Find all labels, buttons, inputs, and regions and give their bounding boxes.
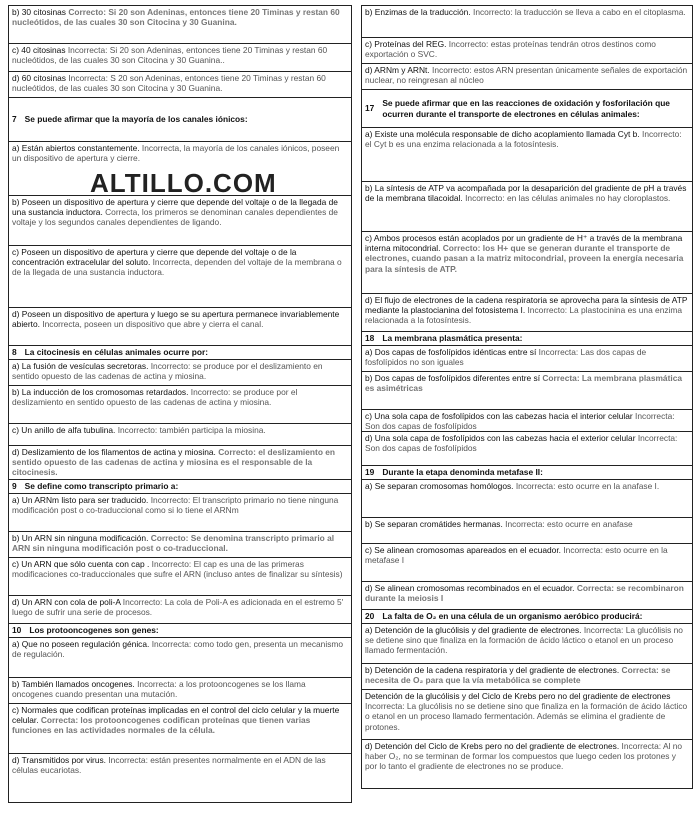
question-text: La citocinesis en células animales ocurre por: bbox=[24, 347, 209, 358]
answer-option-row bbox=[9, 754, 351, 802]
feedback-incorrect: Incorrecta, poseen un dispositivo que abre y cierra el canal. bbox=[42, 319, 264, 330]
feedback-incorrect: Incorrecta: La glucólisis no se detiene sino que finaliza en la formación de ácido láctico o etanol en un proceso llamado fermentación. Además se elimina el gradiente de protones. bbox=[365, 701, 688, 732]
option-text: c) Un anillo de alfa tubulina. bbox=[12, 425, 118, 435]
answer-option-row bbox=[9, 196, 351, 246]
answer-option-row bbox=[9, 596, 351, 624]
option-text: d) Detención del Ciclo de Krebs pero no del gradiente de electrones. bbox=[365, 741, 622, 751]
option-text: c) Un ARN que sólo cuenta con cap . bbox=[12, 559, 152, 569]
feedback-correct: Correcto: Se denomina transcripto primario al ARN sin ninguna modificación post o co-traduccional. bbox=[12, 533, 335, 554]
option-text: a) Detención de la glucólisis y del gradiente de electrones. bbox=[365, 625, 584, 635]
watermark-logo: ALTILLO.COM bbox=[90, 168, 277, 198]
question-text: Se puede afirmar que la mayoría de los canales iónicos: bbox=[24, 114, 248, 125]
answer-option-row bbox=[362, 346, 692, 372]
answer-option-row bbox=[9, 44, 351, 72]
option-text: c) Se alinean cromosomas apareados en el ecuador. bbox=[365, 545, 564, 555]
answer-option-row bbox=[362, 38, 692, 64]
feedback-incorrect: Incorrecta: La glucólisis no se detiene sino que finaliza en la formación de ácido láctico o etanol en un proceso llamado fermentación. bbox=[365, 625, 683, 656]
option-text: c) Una sola capa de fosfolípidos con las cabezas hacia el interior celular bbox=[365, 411, 636, 421]
feedback-incorrect: Incorrecto: también participa la miosina. bbox=[117, 425, 266, 435]
option-text: d) Se alinean cromosomas recombinados en el ecuador. bbox=[365, 583, 577, 593]
right-table bbox=[361, 5, 693, 789]
right-column bbox=[361, 5, 693, 789]
answer-option-row bbox=[9, 246, 351, 308]
question-number: 7 bbox=[12, 114, 17, 125]
question-number: 9 bbox=[12, 481, 17, 492]
answer-option-row bbox=[9, 638, 351, 678]
answer-option-row bbox=[362, 6, 692, 38]
option-text: d) ARNm y ARNt. bbox=[365, 65, 433, 75]
feedback-incorrect: Incorrecto: El transcripto primario no tiene ninguna modificación post o co-traduccional como si lo tiene el ARNm bbox=[12, 495, 339, 516]
feedback-correct: Correcto: los H+ que se generan durante el transporte de electrones, cuando pasan a la matriz mitocondrial, proveen la energía necesaria para la síntesis de ATP. bbox=[365, 243, 684, 274]
option-text: c) Proteínas del REG. bbox=[365, 39, 449, 49]
option-text: d) Poseen un dispositivo de apertura y luego se su apertura permanece invariablemente abierto. bbox=[12, 309, 340, 330]
option-text: b) Dos capas de fosfolípidos diferentes entre sí bbox=[365, 373, 543, 383]
answer-option-row bbox=[9, 360, 351, 386]
feedback-incorrect: Incorrecto: La plastocinina es una enzima relacionada a la fotosíntesis. bbox=[365, 305, 683, 326]
option-text: a) Están abiertos constantemente. bbox=[12, 143, 142, 153]
answer-option-row bbox=[9, 532, 351, 558]
answer-option-row bbox=[362, 182, 692, 232]
feedback-correct: Correcta: se recombinaron durante la meiosis I bbox=[365, 583, 684, 604]
feedback-incorrect: Incorrecto: la traducción se lleva a cabo en el citoplasma. bbox=[473, 7, 686, 17]
answer-option-row bbox=[362, 582, 692, 610]
feedback-incorrect: Incorrecta: Son dos capas de fosfolípidos bbox=[365, 433, 678, 454]
answer-option-row bbox=[362, 372, 692, 410]
option-text: b) Se separan cromátides hermanas. bbox=[365, 519, 506, 529]
question-text: Los protooncogenes son genes: bbox=[29, 625, 159, 636]
feedback-incorrect: Incorrecta: esto ocurre en la anafase I. bbox=[515, 481, 660, 491]
question-row bbox=[9, 98, 351, 142]
answer-option-row bbox=[9, 308, 351, 346]
feedback-incorrect: Incorrecto: estos ARN presentan únicamente señales de exportación nuclear, no reingresan al núcleo bbox=[365, 65, 688, 86]
feedback-incorrect: Correcta, los primeros se denominan canales dependientes de voltaje y los segundos canales dependientes de ligando. bbox=[12, 207, 338, 228]
answer-option-row bbox=[362, 624, 692, 664]
answer-option-row bbox=[9, 386, 351, 424]
answer-option-row bbox=[9, 558, 351, 596]
question-row bbox=[362, 332, 692, 346]
feedback-incorrect: Incorrecto: se produce por el deslizamiento en sentido opuesto de las cadenas de actina y miosina. bbox=[12, 387, 298, 408]
option-text: c) 40 citosinas bbox=[12, 45, 68, 55]
question-row bbox=[362, 90, 692, 128]
feedback-incorrect: Incorrecta: como todo gen, presenta un mecanismo de regulación. bbox=[12, 639, 344, 660]
option-text: Detención de la glucólisis y del Ciclo de Krebs pero no del gradiente de electrones bbox=[365, 691, 671, 701]
answer-option-row bbox=[9, 494, 351, 532]
option-text: d) Una sola capa de fosfolípidos con las cabezas hacia el exterior celular bbox=[365, 433, 638, 443]
answer-option-row bbox=[362, 544, 692, 582]
question-number: 10 bbox=[12, 625, 22, 636]
answer-option-row bbox=[9, 6, 351, 44]
feedback-incorrect: Incorrecta: esto ocurre en la metafase I bbox=[365, 545, 668, 566]
option-text: b) 30 citosinas bbox=[12, 7, 69, 17]
question-row bbox=[9, 480, 351, 494]
option-text: d) Transmitidos por virus. bbox=[12, 755, 109, 765]
question-text: Se define como transcripto primario a: bbox=[24, 481, 179, 492]
answer-option-row bbox=[362, 740, 692, 788]
option-text: a) La fusión de vesículas secretoras. bbox=[12, 361, 151, 371]
question-row bbox=[362, 610, 692, 624]
answer-option-row bbox=[362, 294, 692, 332]
question-text: Se puede afirmar que en las reacciones de oxidación y fosforilación que ocurren durante el transporte de electrones en células animales: bbox=[382, 98, 670, 119]
answer-option-row bbox=[9, 72, 351, 98]
left-column bbox=[8, 5, 352, 803]
question-row bbox=[362, 466, 692, 480]
feedback-incorrect: Incorrecto: en las células animales no hay cloroplastos. bbox=[465, 193, 671, 204]
answer-option-row bbox=[9, 446, 351, 480]
option-text: b) La inducción de los cromosomas retardados. bbox=[12, 387, 191, 397]
answer-option-row bbox=[362, 432, 692, 466]
answer-option-row bbox=[362, 64, 692, 90]
option-text: a) Un ARNm listo para ser traducido. bbox=[12, 495, 151, 505]
answer-option-row bbox=[9, 424, 351, 446]
feedback-incorrect: Incorrecto: se produce por el deslizamiento en sentido opuesto de las cadenas de actina y miosina. bbox=[12, 361, 323, 382]
option-text: b) Enzimas de la traducción. bbox=[365, 7, 473, 17]
feedback-incorrect: Incorrecta, dependen del voltaje de la membrana o de la llegada de una sustancia inductora. bbox=[12, 257, 342, 278]
option-text: b) Poseen un dispositivo de apertura y cierre que depende del voltaje o de la llegada de una sustancia inductora. bbox=[12, 197, 338, 218]
answer-option-row bbox=[362, 518, 692, 544]
answer-option-row bbox=[362, 690, 692, 740]
option-text: a) Existe una molécula responsable de dicho acoplamiento llamada Cyt b. bbox=[365, 129, 642, 139]
option-text: a) Que no poseen regulación génica. bbox=[12, 639, 152, 649]
question-number: 17 bbox=[365, 103, 375, 114]
feedback-correct: Correcto: el deslizamiento en sentido opuesto de las cadenas de actina y miosina es el responsable de la citocinesis. bbox=[12, 447, 336, 478]
feedback-incorrect: Incorrecta: Las dos capas de fosfolípidos no son iguales bbox=[365, 347, 647, 368]
option-text: c) Ambos procesos están acoplados por un gradiente de H⁺ a través de la membrana interna mitocondrial. bbox=[365, 233, 683, 254]
feedback-incorrect: Incorrecta: Son dos capas de fosfolípidos bbox=[365, 411, 675, 432]
feedback-incorrect: Incorrecta, la mayoría de los canales iónicos, poseen un dispositivo de apertura y cierre. bbox=[12, 143, 340, 164]
question-text: La falta de O₂ en una célula de un organismo aeróbico producirá: bbox=[382, 611, 643, 622]
question-number: 18 bbox=[365, 333, 375, 344]
question-text: La membrana plasmática presenta: bbox=[382, 333, 523, 344]
feedback-incorrect: Incorrecta: Al no haber O₂, no se terminan de formar los compuestos que luego ceden los protones y por lo tanto el gradiente de electrones no se produce. bbox=[365, 741, 683, 772]
feedback-incorrect: Incorrecto: La cola de Poli-A es adicionada en el estremo 5' luego de sufrir una serie de procesos. bbox=[12, 597, 344, 618]
option-text: d) Un ARN con cola de poli-A bbox=[12, 597, 123, 607]
feedback-incorrect: Incorrecta: están presentes normalmente en el ADN de las células eucariotas. bbox=[12, 755, 326, 776]
answer-option-row bbox=[9, 678, 351, 704]
feedback-correct: Correcta: se necesita de O₂ para que la vía metabólica se complete bbox=[365, 665, 671, 686]
option-text: b) Detención de la cadena respiratoria y del gradiente de electrones. bbox=[365, 665, 622, 675]
option-text: c) Poseen un dispositivo de apertura y cierre que depende del voltaje o de la concentración extracelular del soluto. bbox=[12, 247, 297, 268]
option-text: d) El flujo de electrones de la cadena respiratoria se aprovecha para la síntesis de ATP mediante la plastocianina del fotosistema I. bbox=[365, 295, 688, 316]
option-text: d) 60 citosinas bbox=[12, 73, 69, 83]
option-text: b) También llamados oncogenes. bbox=[12, 679, 138, 689]
question-row bbox=[9, 346, 351, 360]
option-text: b) La síntesis de ATP va acompañada por la desaparición del gradiente de pH a través de la membrana tilacoidal. bbox=[365, 183, 687, 204]
feedback-incorrect: Incorrecta: a los protooncogenes se los llama oncogenes cuando presentan una mutación. bbox=[12, 679, 306, 700]
feedback-incorrect: Incorrecto: el Cyt b es una enzima relacionada a la fotosíntesis. bbox=[365, 129, 682, 150]
feedback-correct: Correcta: La membrana plasmática es asimétricas bbox=[365, 373, 683, 394]
left-table bbox=[8, 5, 352, 803]
option-text: a) Se separan cromosomas homólogos. bbox=[365, 481, 516, 491]
option-text: d) Deslizamiento de los filamentos de actina y miosina. bbox=[12, 447, 219, 457]
option-text: c) Normales que codifican proteínas implicadas en el control del ciclo celular y la muerte celular. bbox=[12, 705, 340, 726]
answer-option-row bbox=[9, 704, 351, 754]
answer-option-row bbox=[362, 232, 692, 294]
question-text: Durante la etapa denominda metafase II: bbox=[382, 467, 543, 478]
answer-option-row bbox=[362, 480, 692, 518]
feedback-incorrect: Incorrecta: S 20 son Adeninas, entonces tiene 20 Timinas y restan 60 nucleótidos, de las cuales 30 son Citocina y 30 Guanina. bbox=[12, 73, 326, 94]
feedback-incorrect: Incorrecta: esto ocurre en anafase bbox=[505, 519, 633, 529]
feedback-correct: Correcto: Si 20 son Adeninas, entonces tiene 20 Timinas y restan 60 nucleótidos, de las cuales 30 son Citocina y 30 Guanina. bbox=[12, 7, 340, 28]
feedback-correct: Correcta: los protooncogenes codifican proteínas que tienen varias funciones en las actividades normales de la célula. bbox=[12, 715, 311, 736]
question-number: 19 bbox=[365, 467, 375, 478]
answer-option-row bbox=[362, 664, 692, 690]
question-row bbox=[9, 624, 351, 638]
option-text: a) Dos capas de fosfolípidos idénticas entre sí bbox=[365, 347, 539, 357]
feedback-incorrect: Incorrecto: El cap es una de las primeras modificaciones co-traduccionales que sufre el ARN (incluso antes de finalizar su síntesis) bbox=[12, 559, 343, 580]
feedback-incorrect: Incorrecta: Si 20 son Adeninas, entonces tiene 20 Timinas y restan 60 nucleótidos, de las cuales 30 son Citocina y 30 Guanina.. bbox=[12, 45, 328, 66]
feedback-incorrect: Incorrecto: estas proteínas tendrán otros destinos como exportación o SVC. bbox=[365, 39, 656, 60]
question-number: 8 bbox=[12, 347, 17, 358]
option-text: b) Un ARN sin ninguna modificación. bbox=[12, 533, 151, 543]
question-number: 20 bbox=[365, 611, 375, 622]
answer-option-row bbox=[362, 128, 692, 182]
answer-option-row bbox=[362, 410, 692, 432]
